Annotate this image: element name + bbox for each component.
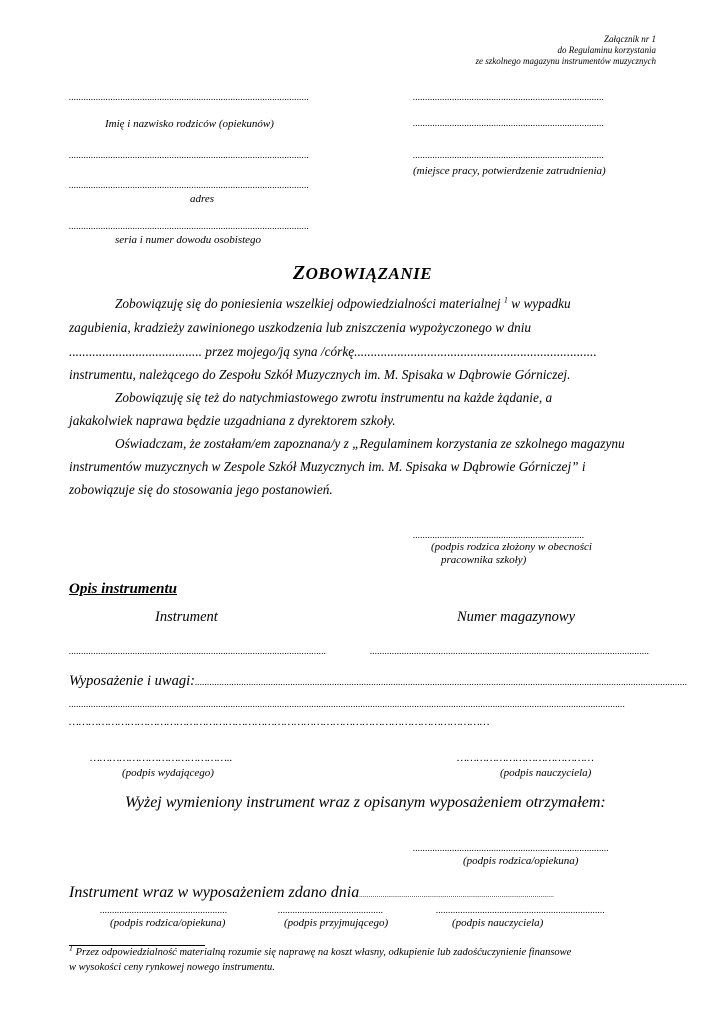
instrument-column-header: Instrument bbox=[155, 609, 218, 625]
paragraph-1-line-2: zagubienia, kradzieży zawinionego uszkodzenia lub zniszczenia wypożyczonego w dniu bbox=[69, 320, 532, 335]
footnote-number: 1 bbox=[69, 943, 73, 953]
footnote-separator bbox=[69, 945, 205, 946]
footnote-line-1 bbox=[69, 943, 572, 958]
instrument-heading: Opis instrumentu bbox=[69, 581, 177, 597]
p1-text-a: Zobowiązuję się do poniesienia wszelkiej odpowiedzialności materialnej bbox=[115, 296, 501, 311]
parent-signature-dots: ...................................................................... bbox=[413, 530, 585, 540]
received-signature-label: (podpis rodzica/opiekuna) bbox=[463, 855, 579, 867]
paragraph-3-line-3: zobowiązuje się do stosowania jego postanowień. bbox=[69, 482, 333, 497]
footnote-line-2: w wysokości ceny rynkowej nowego instrumentu. bbox=[69, 962, 275, 973]
workplace-dots-3: .............................................................................. bbox=[413, 150, 605, 160]
title-initial: Z bbox=[292, 262, 306, 284]
paragraph-1-line-4: instrumentu, należącego do Zespołu Szkół Muzycznych im. M. Spisaka w Dąbrowie Górniczej. bbox=[69, 367, 571, 382]
return-parent-signature-label: (podpis rodzica/opiekuna) bbox=[110, 917, 226, 929]
title-rest: OBOWIĄZANIE bbox=[305, 264, 433, 283]
inventory-number-dots: .................................................................................................................. bbox=[370, 646, 650, 656]
issuer-signature-dots: …………………………………….. bbox=[90, 752, 233, 764]
equipment-dots-2: ................................................................................................................................................................................................................................... bbox=[69, 699, 626, 709]
returned-row bbox=[69, 884, 589, 902]
equipment-dots: ......................................................................................................................................................................................................... bbox=[194, 677, 688, 687]
teacher-signature-label: (podpis nauczyciela) bbox=[500, 767, 592, 779]
annex-line-2: do Regulaminu korzystania bbox=[557, 45, 656, 55]
parent-name-label: Imię i nazwisko rodziców (opiekunów) bbox=[105, 118, 274, 130]
address-dots-1: .................................................................................................. bbox=[69, 150, 310, 160]
paragraph-1-line-1 bbox=[115, 296, 571, 312]
paragraph-3-line-2: instrumentów muzycznych w Zespole Szkół Muzycznych im. M. Spisaka w Dąbrowie Górniczej” i bbox=[69, 459, 586, 474]
returned-date-dots: .................................................................................................... bbox=[359, 891, 555, 899]
id-label: seria i numer dowodu osobistego bbox=[115, 234, 262, 246]
inventory-number-column-header: Numer magazynowy bbox=[457, 609, 576, 625]
paragraph-2-line-1: Zobowiązuję się też do natychmiastowego zwrotu instrumentu na każde żądanie, a bbox=[115, 390, 553, 405]
workplace-dots-2: .............................................................................. bbox=[413, 118, 605, 128]
document-title bbox=[0, 262, 725, 285]
annex-line-1: Załącznik nr 1 bbox=[603, 34, 656, 44]
parent-signature-label-2: pracownika szkoły) bbox=[441, 554, 527, 566]
received-signature-dots: ................................................................................ bbox=[413, 843, 609, 853]
address-dots-2: .................................................................................................. bbox=[69, 180, 310, 190]
equipment-row bbox=[69, 672, 688, 690]
parent-signature-label-1: (podpis rodzica złożony w obecności bbox=[431, 541, 592, 553]
return-teacher-signature-dots: ..................................................................... bbox=[436, 905, 606, 915]
workplace-label: (miejsce pracy, potwierdzenie zatrudnienia) bbox=[413, 165, 606, 177]
p1-text-b: w wypadku bbox=[511, 296, 571, 311]
paragraph-2-line-2: jakakolwiek naprawa będzie uzgadniana z dyrektorem szkoły. bbox=[69, 413, 396, 428]
id-dots: .................................................................................................. bbox=[69, 221, 310, 231]
return-parent-signature-dots: .................................................... bbox=[100, 905, 228, 915]
issuer-signature-label: (podpis wydającego) bbox=[122, 767, 214, 779]
equipment-label: Wyposażenie i uwagi: bbox=[69, 673, 195, 689]
instrument-dots: ......................................................................................................... bbox=[69, 646, 327, 656]
paragraph-3-line-1: Oświadczam, że zostałam/em zapoznana/y z „Regulaminem korzystania ze szkolnego magazynu bbox=[115, 436, 625, 451]
teacher-signature-dots: …………………………………… bbox=[457, 752, 594, 764]
workplace-dots-1: .............................................................................. bbox=[413, 92, 605, 102]
return-receiver-signature-dots: ........................................... bbox=[278, 905, 384, 915]
returned-statement: Instrument wraz w wyposażeniem zdano dnia bbox=[69, 884, 360, 901]
equipment-ellipsis-line: ………………………………………………………………………………………………………………… bbox=[69, 716, 490, 728]
paragraph-1-line-3: ........................................ przez mojego/ją syna /córkę......................................................................... bbox=[69, 344, 597, 359]
return-receiver-signature-label: (podpis przyjmującego) bbox=[284, 917, 389, 929]
annex-line-3: ze szkolnego magazynu instrumentów muzycznych bbox=[475, 56, 656, 66]
return-teacher-signature-label: (podpis nauczyciela) bbox=[452, 917, 544, 929]
parent-name-dots: .................................................................................................. bbox=[69, 92, 310, 102]
received-statement: Wyżej wymieniony instrument wraz z opisanym wyposażeniem otrzymałem: bbox=[125, 794, 606, 811]
address-label: adres bbox=[190, 193, 215, 205]
footnote-text-1: Przez odpowiedzialność materialną rozumie się naprawę na koszt własny, odkupienie lub zadośćuczynienie finansowe bbox=[75, 947, 572, 958]
footnote-ref: 1 bbox=[503, 295, 508, 305]
